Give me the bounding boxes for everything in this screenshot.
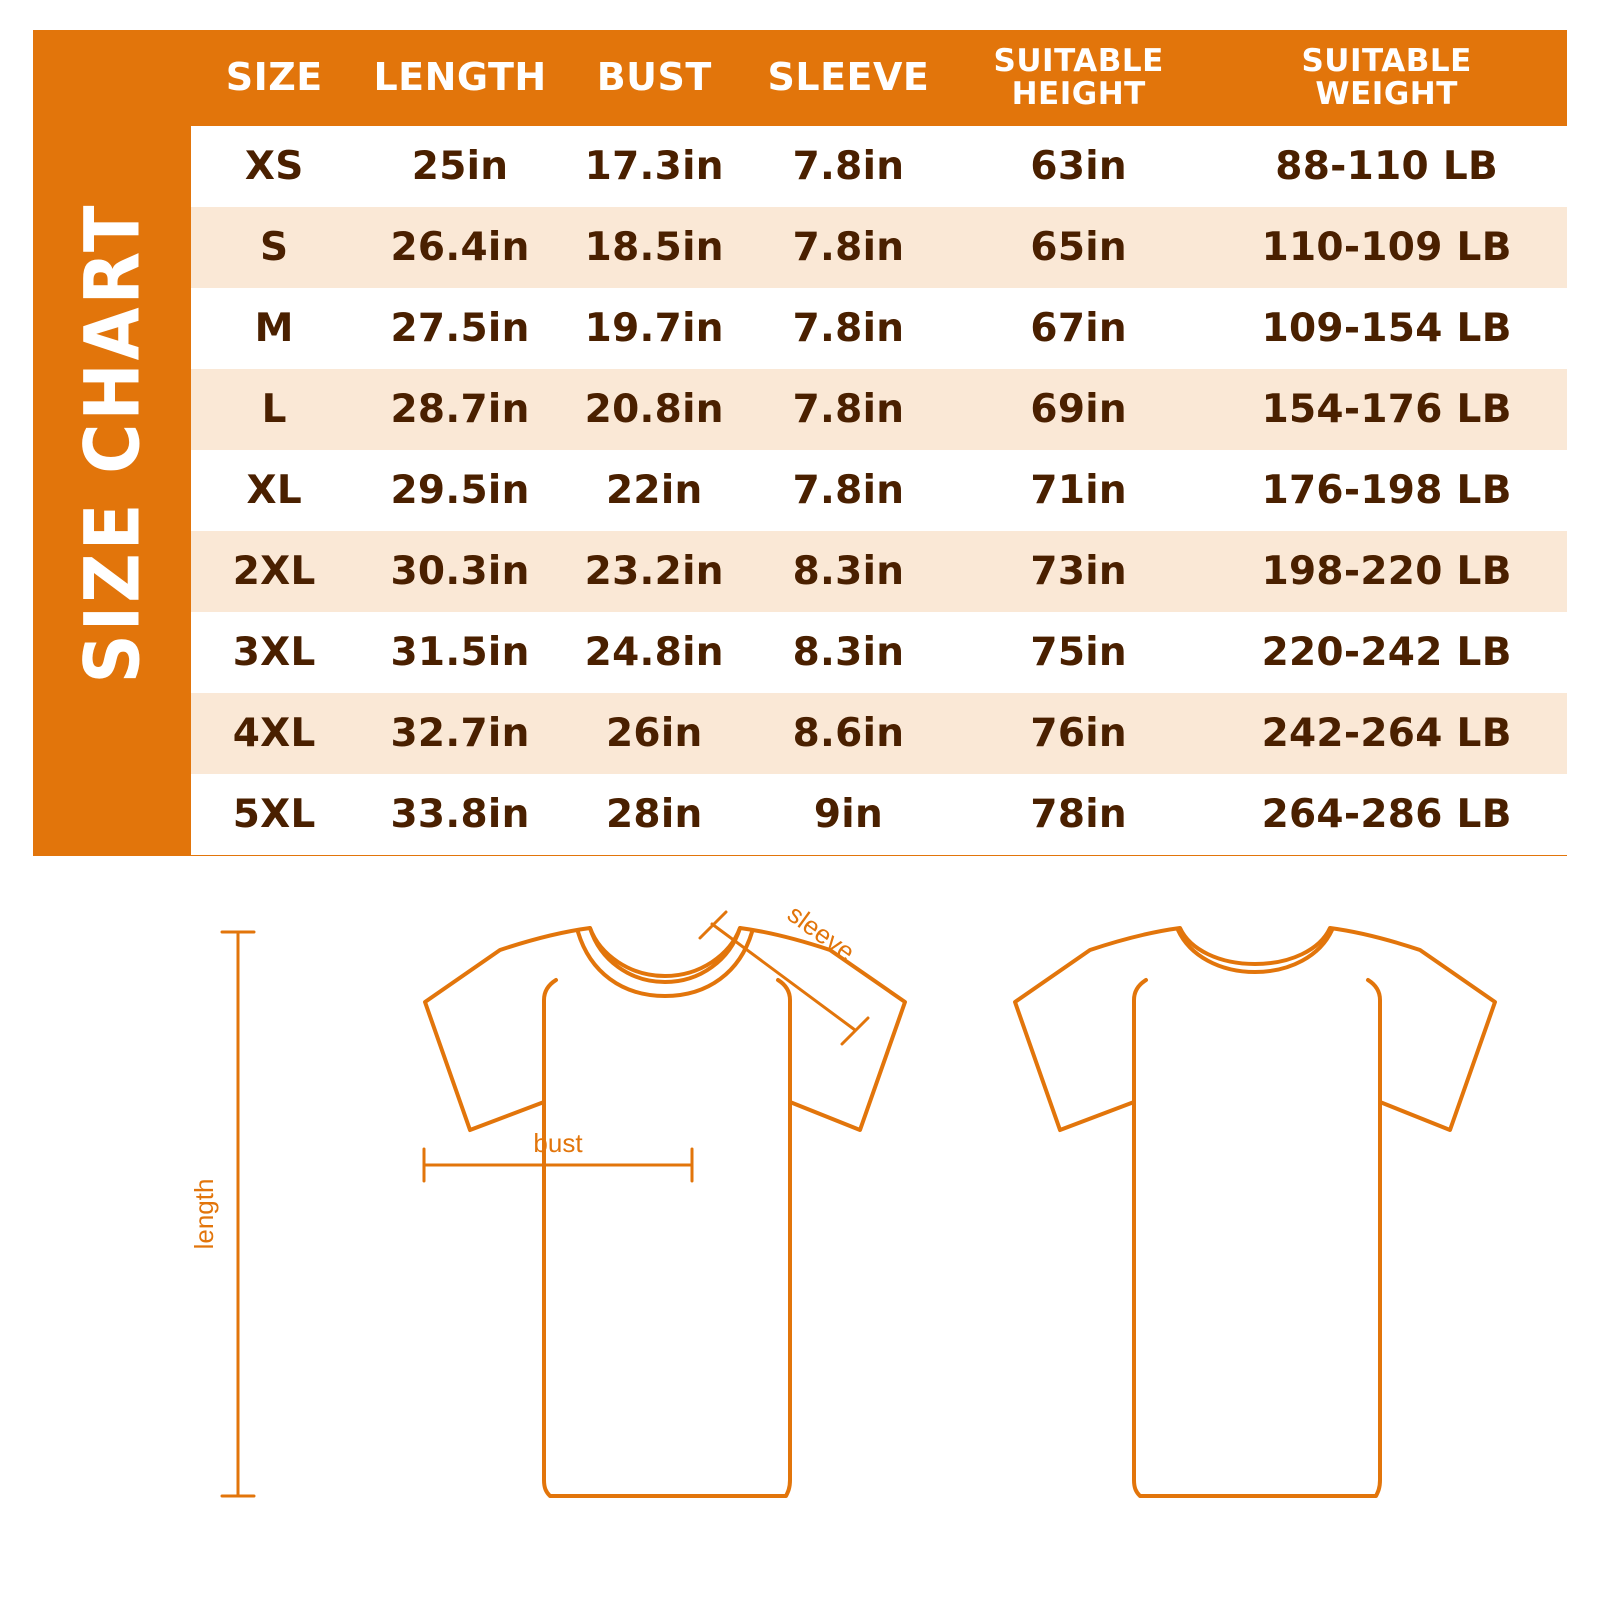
cell-bust: 20.8in xyxy=(563,369,746,450)
cell-bust: 19.7in xyxy=(563,288,746,369)
cell-length: 29.5in xyxy=(357,450,562,531)
column-header-length: LENGTH xyxy=(357,30,562,126)
cell-sleeve: 8.3in xyxy=(746,531,951,612)
cell-size: 4XL xyxy=(191,693,357,774)
size-chart-block xyxy=(33,30,1567,856)
cell-sleeve: 7.8in xyxy=(746,126,951,207)
cell-size: S xyxy=(191,207,357,288)
cell-weight: 154-176 LB xyxy=(1206,369,1567,450)
cell-height: 76in xyxy=(951,693,1206,774)
table-row xyxy=(191,126,1567,207)
cell-height: 67in xyxy=(951,288,1206,369)
column-header-bust: BUST xyxy=(563,30,746,126)
cell-length: 33.8in xyxy=(357,774,562,855)
cell-sleeve: 8.3in xyxy=(746,612,951,693)
table-row xyxy=(191,207,1567,288)
cell-size: XS xyxy=(191,126,357,207)
column-header-suitable-weight xyxy=(1206,30,1567,126)
cell-length: 27.5in xyxy=(357,288,562,369)
cell-sleeve: 7.8in xyxy=(746,207,951,288)
table-row xyxy=(191,693,1567,774)
table-row xyxy=(191,531,1567,612)
cell-sleeve: 7.8in xyxy=(746,369,951,450)
bust-label: bust xyxy=(533,1128,583,1158)
cell-height: 73in xyxy=(951,531,1206,612)
cell-length: 28.7in xyxy=(357,369,562,450)
column-header-suitable-height-line1: SUITABLE xyxy=(993,43,1164,80)
table-row xyxy=(191,288,1567,369)
sleeve-label: sleeve xyxy=(782,898,861,967)
column-header-suitable-weight-line1: SUITABLE xyxy=(1301,43,1472,80)
cell-bust: 26in xyxy=(563,693,746,774)
cell-weight: 242-264 LB xyxy=(1206,693,1567,774)
cell-height: 65in xyxy=(951,207,1206,288)
table-row xyxy=(191,369,1567,450)
cell-weight: 88-110 LB xyxy=(1206,126,1567,207)
cell-sleeve: 9in xyxy=(746,774,951,855)
cell-sleeve: 8.6in xyxy=(746,693,951,774)
cell-height: 69in xyxy=(951,369,1206,450)
cell-height: 63in xyxy=(951,126,1206,207)
cell-sleeve: 7.8in xyxy=(746,450,951,531)
cell-length: 32.7in xyxy=(357,693,562,774)
cell-size: L xyxy=(191,369,357,450)
cell-bust: 23.2in xyxy=(563,531,746,612)
cell-bust: 17.3in xyxy=(563,126,746,207)
cell-height: 78in xyxy=(951,774,1206,855)
cell-size: 3XL xyxy=(191,612,357,693)
table-row xyxy=(191,450,1567,531)
tshirt-back-outline xyxy=(1015,928,1495,1496)
cell-length: 25in xyxy=(357,126,562,207)
cell-weight: 264-286 LB xyxy=(1206,774,1567,855)
measurement-diagram xyxy=(0,880,1600,1580)
table-row xyxy=(191,774,1567,855)
column-header-suitable-height xyxy=(951,30,1206,126)
cell-sleeve: 7.8in xyxy=(746,288,951,369)
cell-bust: 24.8in xyxy=(563,612,746,693)
cell-length: 30.3in xyxy=(357,531,562,612)
cell-bust: 28in xyxy=(563,774,746,855)
cell-weight: 176-198 LB xyxy=(1206,450,1567,531)
cell-size: 2XL xyxy=(191,531,357,612)
page-title: SIZE CHART xyxy=(67,202,157,684)
cell-size: M xyxy=(191,288,357,369)
cell-weight: 109-154 LB xyxy=(1206,288,1567,369)
cell-size: 5XL xyxy=(191,774,357,855)
cell-bust: 18.5in xyxy=(563,207,746,288)
table-row xyxy=(191,612,1567,693)
cell-weight: 110-109 LB xyxy=(1206,207,1567,288)
size-table-area xyxy=(191,30,1567,856)
size-table xyxy=(191,30,1567,855)
cell-weight: 198-220 LB xyxy=(1206,531,1567,612)
cell-weight: 220-242 LB xyxy=(1206,612,1567,693)
table-header-row xyxy=(191,30,1567,126)
column-header-suitable-height-line2: HEIGHT xyxy=(1011,76,1146,112)
length-label: length xyxy=(189,1178,219,1250)
cell-size: XL xyxy=(191,450,357,531)
column-header-size: SIZE xyxy=(191,30,357,126)
size-chart-title-column xyxy=(33,30,191,856)
cell-height: 71in xyxy=(951,450,1206,531)
cell-height: 75in xyxy=(951,612,1206,693)
column-header-sleeve: SLEEVE xyxy=(746,30,951,126)
length-dimension xyxy=(222,932,254,1496)
cell-bust: 22in xyxy=(563,450,746,531)
column-header-suitable-weight-line2: WEIGHT xyxy=(1315,76,1458,112)
cell-length: 31.5in xyxy=(357,612,562,693)
cell-length: 26.4in xyxy=(357,207,562,288)
